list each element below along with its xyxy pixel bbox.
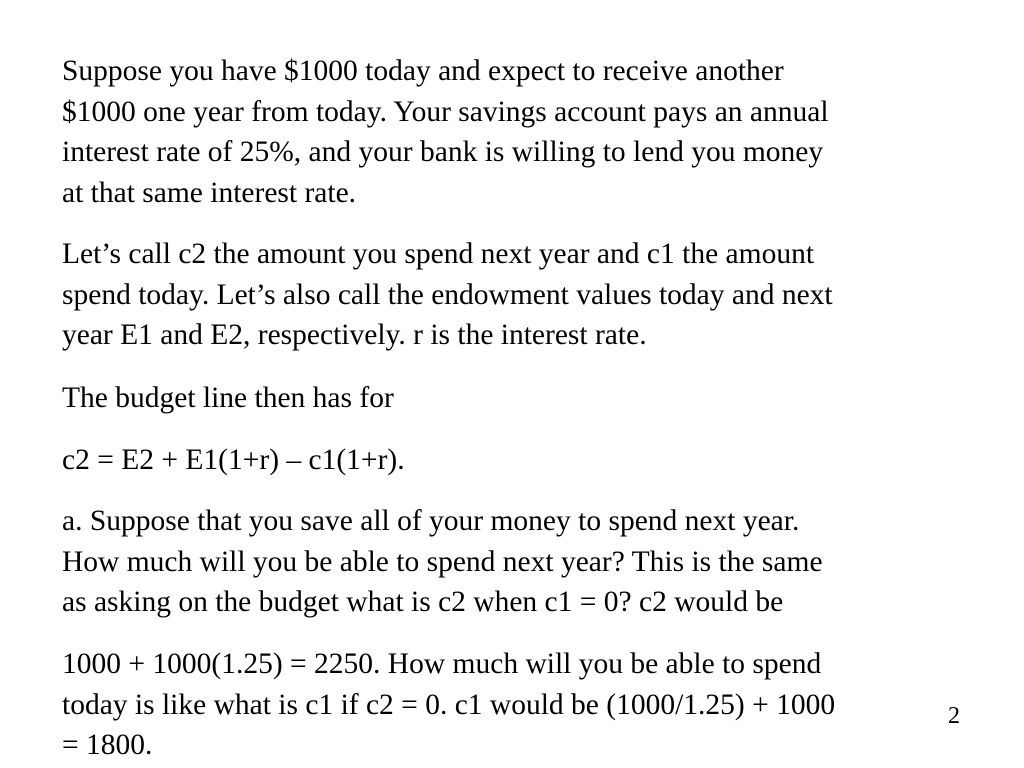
text-line: at that same interest rate. <box>62 177 357 210</box>
text-line: as asking on the budget what is c2 when c1 = 0? c2 would be <box>62 586 784 619</box>
text-line: Suppose you have $1000 today and expect to receive another <box>62 55 784 87</box>
text-line: = 1800. <box>62 729 153 762</box>
budget-equation <box>62 440 982 481</box>
text-line: 1000 + 1000(1.25) = 2250. How much will you be able to spend <box>62 648 822 680</box>
text-line: spend today. Let’s also call the endowment values today and next <box>62 278 833 311</box>
text-line: $1000 one year from today. Your savings account pays an annual <box>62 95 829 128</box>
text-line: interest rate of 25%, and your bank is willing to lend you money <box>62 136 824 169</box>
question-a-paragraph <box>62 501 982 623</box>
page-number: 2 <box>948 703 960 729</box>
text-line: year E1 and E2, respectively. r is the interest rate. <box>62 319 647 352</box>
text-line: Let’s call c2 the amount you spend next year and c1 the amount <box>62 238 815 270</box>
text-line: a. Suppose that you save all of your money to spend next year. <box>62 505 800 537</box>
intro-paragraph <box>62 51 982 214</box>
text-line: today is like what is c1 if c2 = 0. c1 would be (1000/1.25) + 1000 <box>62 688 836 721</box>
text-line: How much will you be able to spend next year? This is the same <box>62 545 823 578</box>
definitions-paragraph <box>62 234 982 356</box>
budget-line-intro <box>62 378 982 419</box>
equation-line: c2 = E2 + E1(1+r) – c1(1+r). <box>62 444 405 476</box>
text-line: The budget line then has for <box>62 382 394 414</box>
answer-paragraph <box>62 644 982 766</box>
